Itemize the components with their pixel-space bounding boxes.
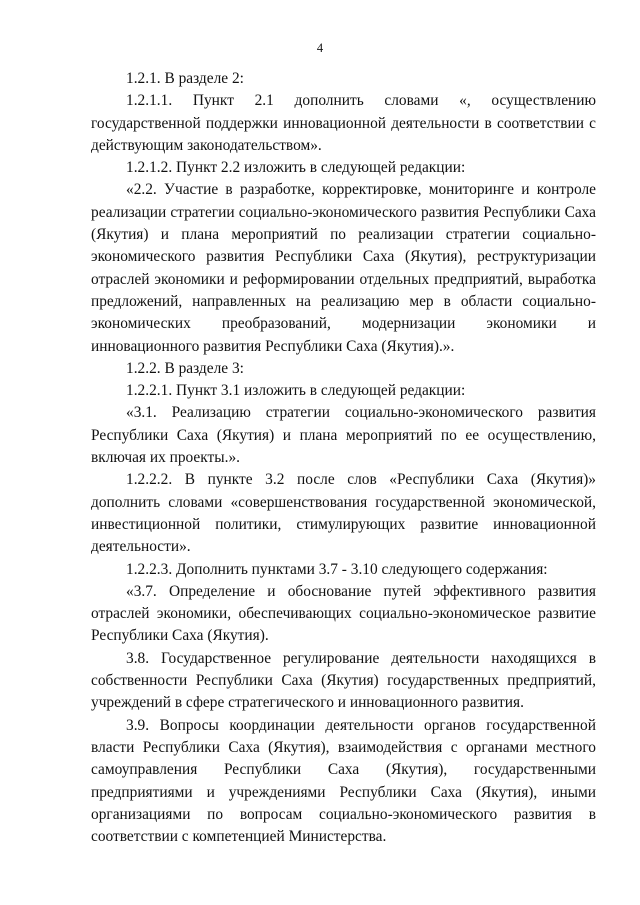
- paragraph-1-2-1-1: 1.2.1.1. Пункт 2.1 дополнить словами «, осуществлению государственной поддержки инновационной деятельности в соответствии с действующим законодательством».: [91, 92, 596, 154]
- paragraph-quote-3-1: «3.1. Реализацию стратегии социально-экономического развития Республики Саха (Якутия) и плана мероприятий по ее осуществлению, включая их проекты.».: [91, 404, 596, 467]
- paragraph-1-2-1: 1.2.1. В разделе 2:: [126, 70, 244, 87]
- document-body: [91, 68, 596, 848]
- paragraph-1-2-2-3: 1.2.2.3. Дополнить пунктами 3.7 - 3.10 следующего содержания:: [126, 560, 548, 578]
- paragraph-quote-3-7: «3.7. Определение и обоснование путей эффективного развития отраслей экономики, обеспечивающих социально-экономическое развитие Республики Саха (Якутия).: [91, 582, 596, 645]
- paragraph-1-2-2-1: 1.2.2.1. Пункт 3.1 изложить в следующей редакции:: [126, 382, 466, 400]
- paragraph-1-2-1-2: 1.2.1.2. Пункт 2.2 изложить в следующей редакции:: [126, 159, 466, 177]
- paragraph-quote-2-2: «2.2. Участие в разработке, корректировке, мониторинге и контроле реализации стратегии социально-экономического развития Республики Саха (Якутия) и плана мероприятий по реализации стратегии социально-экономического развития Республики Саха (Якутия), реструктуризации отраслей экономики и реформировании отдельных предприятий, выработка предложений, направленных на реализацию мер в области социально-экономических преобразований, модернизации экономики и инновационного развития Республики Саха (Якутия).».: [91, 181, 596, 355]
- paragraph-3-9: 3.9. Вопросы координации деятельности органов государственной власти Республики Саха (Якутия), взаимодействия с органами местного самоуправления Республики Саха (Якутия), государственными предприятиями и учреждениями Республики Саха (Якутия), иными организациями по вопросам социально-экономического развития в соответствии с компетенцией Министерства.: [91, 716, 596, 846]
- paragraph-1-2-2: 1.2.2. В разделе 3:: [126, 359, 244, 377]
- page-number: 4: [316, 41, 324, 55]
- paragraph-3-8: 3.8. Государственное регулирование деятельности находящихся в собственности Республики Саха (Якутия) государственных предприятий, учреждений в сфере стратегического и инновационного развития.: [91, 649, 596, 712]
- paragraph-1-2-2-2: 1.2.2.2. В пункте 3.2 после слов «Республики Саха (Якутия)» дополнить словами «совершенствования государственной экономической, инвестиционной политики, стимулирующих развитие инновационной деятельности».: [91, 471, 596, 556]
